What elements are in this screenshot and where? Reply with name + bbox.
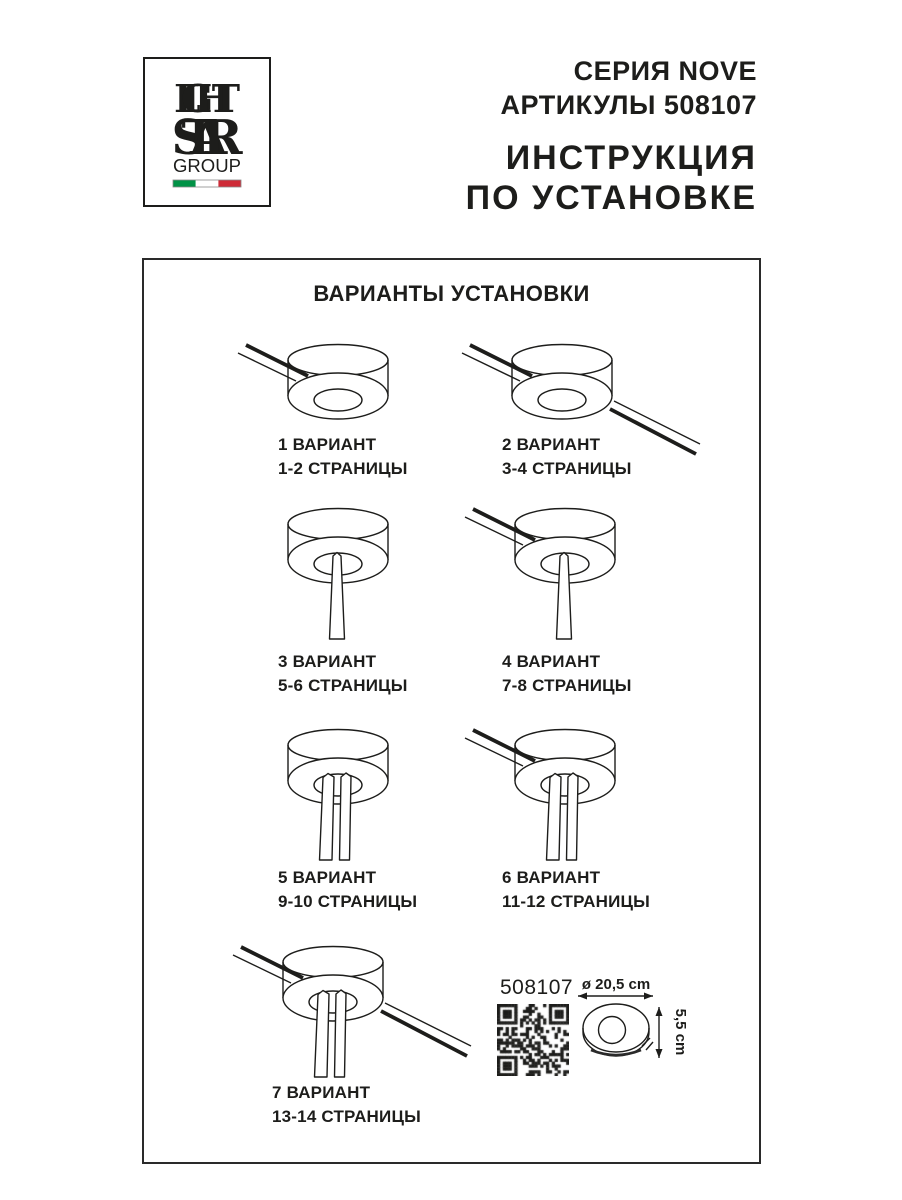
variant-pages: 3-4 СТРАНИЦЫ <box>502 459 632 478</box>
ring-hole <box>599 1017 626 1044</box>
series-title: СЕРИЯ NOVE <box>573 56 757 86</box>
instruction-title-line1: ИНСТРУКЦИЯ <box>505 139 757 177</box>
logo-star-text: STAR <box>171 110 243 166</box>
variant-6-diagram <box>455 708 675 868</box>
logo-light-text: LIGHT <box>174 76 240 121</box>
italian-flag-white <box>196 180 219 187</box>
variant-5-label <box>278 866 417 914</box>
variant-number: 2 ВАРИАНТ <box>502 435 601 454</box>
logo-group-text: GROUP <box>173 156 241 176</box>
variant-pages: 5-6 СТРАНИЦЫ <box>278 676 408 695</box>
variant-number: 5 ВАРИАНТ <box>278 868 377 887</box>
instruction-title-line2: ПО УСТАНОВКЕ <box>465 179 757 217</box>
variant-pages: 11-12 СТРАНИЦЫ <box>502 892 650 911</box>
variant-7-diagram <box>223 925 443 1085</box>
document-header <box>466 54 757 218</box>
variant-7-label <box>272 1081 421 1129</box>
variant-pages: 13-14 СТРАНИЦЫ <box>272 1107 421 1126</box>
variant-number: 4 ВАРИАНТ <box>502 652 601 671</box>
italian-flag-red <box>218 180 241 187</box>
variant-number: 3 ВАРИАНТ <box>278 652 377 671</box>
variant-2-label <box>502 433 632 481</box>
height-dimension: 5,5 cm <box>672 1008 689 1056</box>
lightstar-logo <box>143 57 271 207</box>
variant-5-diagram <box>228 708 448 868</box>
qr-code <box>497 1004 569 1076</box>
variant-4-diagram <box>455 487 675 647</box>
variant-4-label <box>502 650 632 698</box>
article-code: 508107 <box>500 976 574 999</box>
panel-title: ВАРИАНТЫ УСТАНОВКИ <box>313 281 590 306</box>
lightstar-logo-graphic <box>145 59 269 205</box>
variant-6-label <box>502 866 650 914</box>
variant-number: 6 ВАРИАНТ <box>502 868 601 887</box>
variant-3-label <box>278 650 408 698</box>
variant-number: 7 ВАРИАНТ <box>272 1083 371 1102</box>
variant-pages: 1-2 СТРАНИЦЫ <box>278 459 408 478</box>
variant-pages: 7-8 СТРАНИЦЫ <box>502 676 632 695</box>
product-dimensions-diagram <box>563 966 703 1078</box>
article-numbers: АРТИКУЛЫ 508107 <box>500 90 757 120</box>
variant-1-label <box>278 433 408 481</box>
italian-flag-green <box>173 180 196 187</box>
variant-pages: 9-10 СТРАНИЦЫ <box>278 892 418 911</box>
diameter-dimension: ø 20,5 cm <box>581 976 651 993</box>
variant-number: 1 ВАРИАНТ <box>278 435 377 454</box>
variant-3-diagram <box>228 487 448 647</box>
